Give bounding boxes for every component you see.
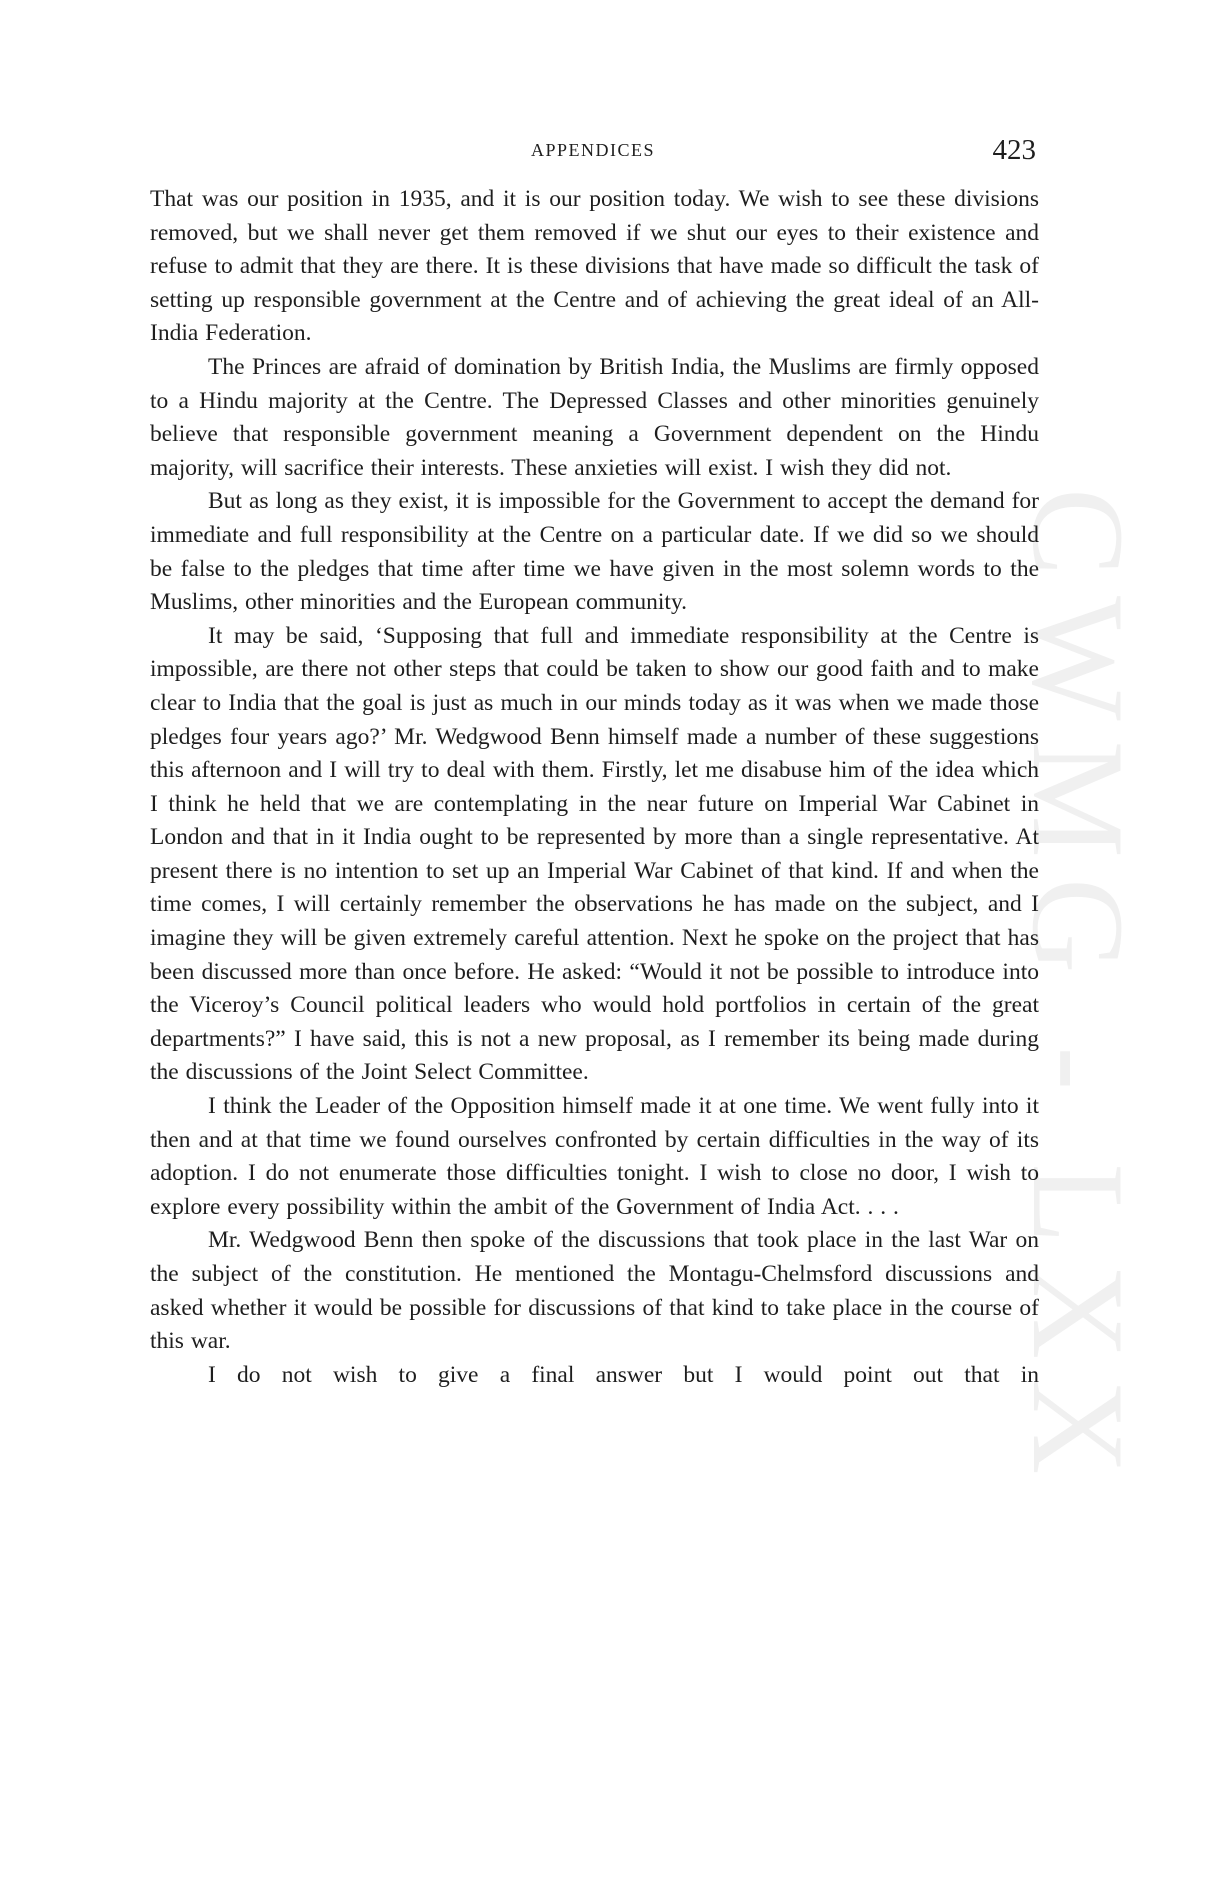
body-text	[150, 183, 1039, 1392]
paragraph-2: The Princes are afraid of domination by British India, the Muslims are firmly opposed to a Hindu majority at the Centre. The Depressed Classes and other minorities genuinely believe that responsible government meaning a Government dependent on the Hindu majority, will sacrifice their interests. These anxieties will exist. I wish they did not.	[150, 353, 1039, 481]
paragraph-4: It may be said, ‘Supposing that full and immediate responsibility at the Centre is impossible, are there not other steps that could be taken to show our good faith and to make clear to India that the goal is just as much in our minds today as it was when we made those pledges four years ago?’ Mr. Wedgwood Benn himself made a number of these suggestions this afternoon and I will try to deal with them. Firstly, let me disabuse him of the idea which I think he held that we are contemplating in the near future on Imperial War Cabinet in London and that in it India ought to be represented by more than a single representative. At present there is no intention to set up an Imperial War Cabinet of that kind. If and when the time comes, I will certainly remember the observations he has made on the subject, and I imagine they will be given extremely careful attention. Next he spoke on the project that has been discussed more than once before. He asked: “Would it not be possible to introduce into the Viceroy’s Council political leaders who would hold portfolios in certain of the great departments?” I have said, this is not a new proposal, as I remember its being made during the discussions of the Joint Select Committee.	[150, 622, 1039, 1086]
watermark-text: CWMG - LXX	[1005, 488, 1152, 1495]
paragraph-1: That was our position in 1935, and it is our position today. We wish to see these divisions removed, but we shall never get them removed if we shut our eyes to their existence and refuse to admit that they are there. It is these divisions that have made so difficult the task of setting up responsible government at the Centre and of achieving the great ideal of an All-India Federation.	[150, 186, 1039, 347]
paragraph-6: Mr. Wedgwood Benn then spoke of the discussions that took place in the last War on the subject of the constitution. He mentioned the Montagu-Chelmsford discussions and asked whether it would be possible for discussions of that kind to take place in the course of this war.	[150, 1227, 1039, 1355]
paragraph-3: But as long as they exist, it is impossible for the Government to accept the demand for immediate and full responsibility at the Centre on a particular date. If we did so we should be false to the pledges that time after time we have given in the most solemn words to the Muslims, other minorities and the European community.	[150, 488, 1039, 616]
paragraph-7: I do not wish to give a final answer but I would point out that in	[208, 1361, 1039, 1388]
paragraph-5: I think the Leader of the Opposition himself made it at one time. We went fully into it then and at that time we found ourselves confronted by certain difficulties in the way of its adoption. I do not enumerate those difficulties tonight. I wish to close no door, I wish to explore every possibility within the ambit of the Government of India Act. . . .	[150, 1093, 1039, 1220]
page-header	[150, 134, 1036, 174]
page-number: 423	[992, 134, 1036, 166]
running-head: APPENDICES	[530, 140, 656, 160]
